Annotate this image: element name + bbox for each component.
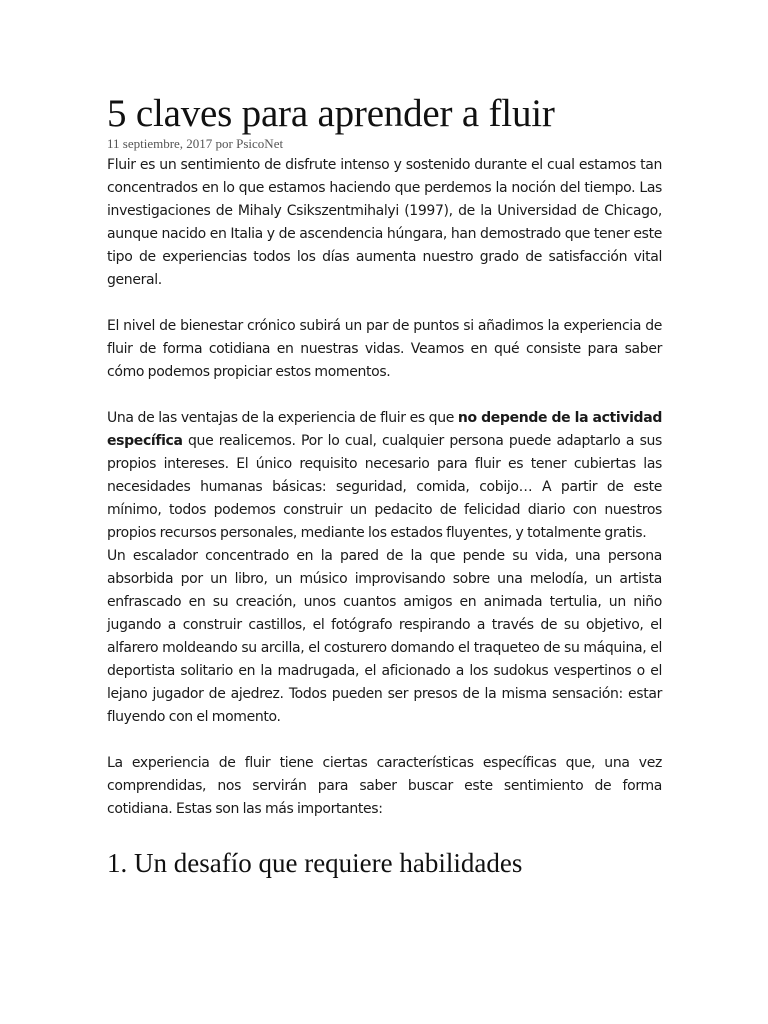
section-heading-challenge: 1. Un desafío que requiere habilidades — [107, 848, 523, 878]
paragraph-wellbeing: El nivel de bienestar crónico subirá un par de puntos si añadimos la experiencia de fluir de forma cotidiana en nuestras vidas. Veamos en qué consiste para saber cómo podemos propiciar estos momentos. — [107, 318, 662, 380]
paragraph-advantages-end: que realicemos. Por lo cual, cualquier persona puede adaptarlo a sus propios intereses. El único requisito necesario para fluir es tener cubiertas las necesidades humanas básicas: seguridad, comida, cobijo… A partir de este mínimo, todos podemos construir un pedacito de felicidad diario con nuestros propios recursos personales, mediante los estados fluyentes, y totalmente gratis. — [107, 433, 662, 541]
article-title: 5 claves para aprender a fluir — [107, 92, 555, 135]
paragraph-examples: Un escalador concentrado en la pared de la que pende su vida, una persona absorbida por un libro, un músico improvisando sobre una melodía, un artista enfrascado en su creación, unos cuantos amigos en animada tertulia, un niño jugando a construir castillos, el fotógrafo respirando a través de su objetivo, el alfarero moldeando su arcilla, el costurero domando el traqueteo de su máquina, el deportista solitario en la madrugada, el aficionado a los sudokus vespertinos o el lejano jugador de ajedrez. Todos pueden ser presos de la misma sensación: estar fluyendo con el momento. — [107, 548, 662, 725]
paragraph-advantages-emphasis: no depende de la actividad específica — [107, 410, 662, 449]
paragraph-advantages — [107, 407, 662, 545]
paragraph-intro: Fluir es un sentimiento de disfrute intenso y sostenido durante el cual estamos tan concentrados en lo que estamos haciendo que perdemos la noción del tiempo. Las investigaciones de Mihaly Csikszentmihalyi (1997), de la Universidad de Chicago, aunque nacido en Italia y de ascendencia húngara, han demostrado que tener este tipo de experiencias todos los días aumenta nuestro grado de satisfacción vital general. — [107, 157, 662, 288]
paragraph-characteristics: La experiencia de fluir tiene ciertas características específicas que, una vez comprendidas, nos servirán para saber buscar este sentimiento de forma cotidiana. Estas son las más importantes: — [107, 755, 662, 817]
paragraph-advantages-start: Una de las ventajas de la experiencia de fluir es que — [107, 410, 458, 426]
article-meta: 11 septiembre, 2017 por PsicoNet — [107, 136, 284, 151]
article — [107, 92, 662, 879]
